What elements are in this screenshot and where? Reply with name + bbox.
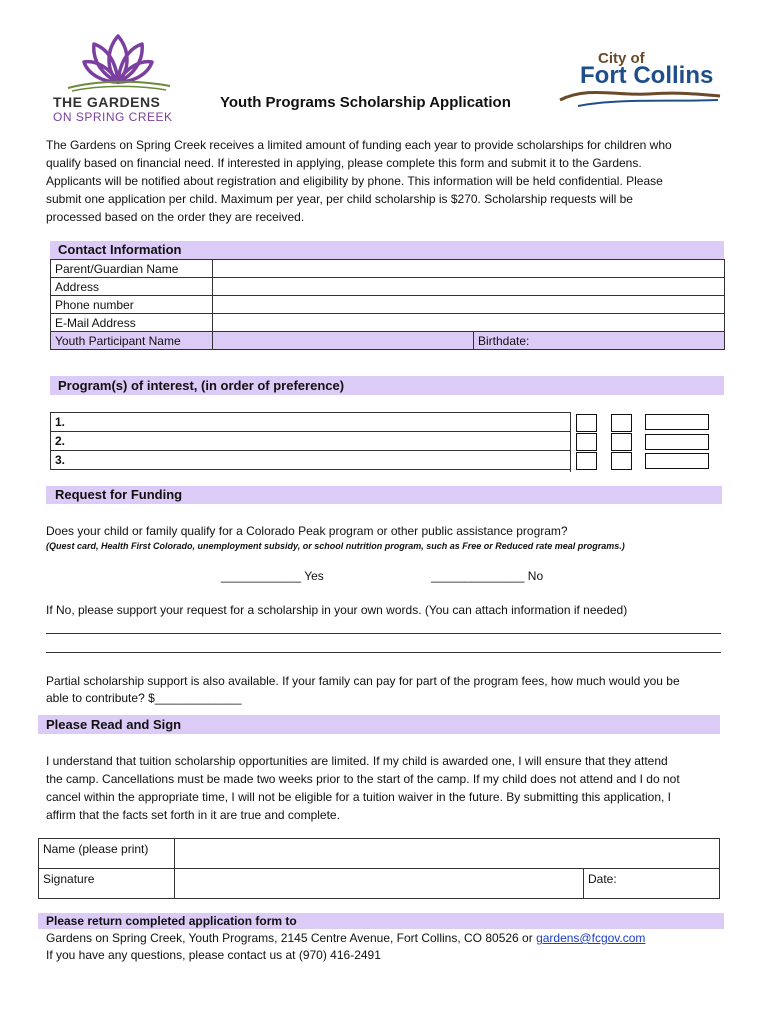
intro-line: Applicants will be notified about registration and eligibility by phone. This information will be held confidential. Please bbox=[46, 174, 663, 188]
youth-name-field[interactable] bbox=[213, 332, 474, 350]
contact-label: Address bbox=[51, 278, 213, 296]
program-1-session-box[interactable] bbox=[645, 414, 709, 430]
sign-header-bar bbox=[38, 715, 720, 734]
signature-label: Signature bbox=[39, 869, 175, 899]
return-header-bar bbox=[38, 913, 724, 929]
birthdate-field[interactable]: Birthdate: bbox=[474, 332, 725, 350]
fort-collins-logo bbox=[558, 50, 723, 110]
page-title: Youth Programs Scholarship Application bbox=[220, 94, 511, 111]
intro-line: processed based on the order they are received. bbox=[46, 210, 305, 224]
answer-line-2[interactable] bbox=[46, 652, 721, 653]
intro-paragraph bbox=[46, 136, 672, 226]
partial-text bbox=[46, 673, 680, 707]
program-item-3[interactable]: 3. bbox=[51, 451, 718, 470]
program-1-checkbox-b[interactable] bbox=[611, 414, 632, 432]
yes-option[interactable] bbox=[221, 569, 324, 583]
program-2-checkbox-b[interactable] bbox=[611, 433, 632, 451]
date-field[interactable]: Date: bbox=[584, 869, 720, 899]
program-1-checkbox-a[interactable] bbox=[576, 414, 597, 432]
gardens-logo bbox=[48, 30, 188, 125]
name-print-field[interactable] bbox=[175, 839, 720, 869]
table-row bbox=[51, 296, 725, 314]
yes-blank: ____________ bbox=[221, 569, 302, 583]
contact-label: Phone number bbox=[51, 296, 213, 314]
logo-left-line2: ON SPRING CREEK bbox=[53, 110, 173, 124]
answer-line-1[interactable] bbox=[46, 633, 721, 634]
table-row bbox=[51, 260, 725, 278]
logo-left-line1: THE GARDENS bbox=[53, 94, 161, 110]
name-label: Name (please print) bbox=[39, 839, 175, 869]
sign-line: affirm that the facts set forth in it are true and complete. bbox=[46, 808, 340, 822]
program-3-checkbox-b[interactable] bbox=[611, 452, 632, 470]
address-field[interactable] bbox=[213, 278, 725, 296]
contact-label: Youth Participant Name bbox=[51, 332, 213, 350]
lotus-flower-icon bbox=[48, 30, 188, 92]
intro-line: The Gardens on Spring Creek receives a limited amount of funding each year to provide scholarships for children who bbox=[46, 138, 672, 152]
table-row bbox=[51, 314, 725, 332]
funding-header: Request for Funding bbox=[55, 487, 183, 502]
return-header: Please return completed application form to bbox=[46, 914, 297, 928]
sign-line: the camp. Cancellations must be made two weeks prior to the start of the camp. If my child does not attend and I do not bbox=[46, 772, 680, 786]
landscape-swoosh-icon bbox=[558, 50, 723, 110]
sign-paragraph bbox=[46, 752, 680, 824]
table-row bbox=[51, 332, 725, 350]
program-2-session-box[interactable] bbox=[645, 434, 709, 450]
funding-header-bar bbox=[46, 486, 722, 504]
parent-name-field[interactable] bbox=[213, 260, 725, 278]
signature-field[interactable] bbox=[175, 869, 584, 899]
contact-label: E-Mail Address bbox=[51, 314, 213, 332]
contact-header: Contact Information bbox=[58, 242, 182, 257]
return-address bbox=[46, 931, 645, 945]
table-row bbox=[39, 869, 720, 899]
email-link[interactable]: gardens@fcgov.com bbox=[536, 931, 646, 945]
email-field[interactable] bbox=[213, 314, 725, 332]
phone-field[interactable] bbox=[213, 296, 725, 314]
contact-label: Parent/Guardian Name bbox=[51, 260, 213, 278]
no-label: No bbox=[527, 569, 544, 583]
contact-table bbox=[50, 259, 725, 350]
no-option[interactable] bbox=[431, 569, 543, 583]
contact-phone-text: If you have any questions, please contact us at (970) 416-2491 bbox=[46, 948, 381, 962]
program-3-session-box[interactable] bbox=[645, 453, 709, 469]
sign-line: cancel within the appropriate time, I will not be eligible for a tuition waiver in the future. By submitting this application, I bbox=[46, 790, 671, 804]
if-no-text: If No, please support your request for a scholarship in your own words. (You can attach information if needed) bbox=[46, 603, 628, 617]
return-address-text: Gardens on Spring Creek, Youth Programs, 2145 Centre Avenue, Fort Collins, CO 80526 or bbox=[46, 931, 537, 945]
program-item-2[interactable]: 2. bbox=[51, 432, 718, 451]
no-blank: ______________ bbox=[431, 569, 525, 583]
yes-label: Yes bbox=[304, 569, 324, 583]
program-2-checkbox-a[interactable] bbox=[576, 433, 597, 451]
logo-right-line2: Fort Collins bbox=[580, 62, 714, 89]
contact-header-bar bbox=[50, 241, 724, 259]
funding-question: Does your child or family qualify for a Colorado Peak program or other public assistance program? bbox=[46, 524, 568, 538]
table-row bbox=[51, 278, 725, 296]
programs-header-bar bbox=[50, 376, 724, 395]
programs-header: Program(s) of interest, (in order of preference) bbox=[58, 378, 345, 393]
program-3-checkbox-a[interactable] bbox=[576, 452, 597, 470]
partial-line-2[interactable]: able to contribute? $_____________ bbox=[46, 691, 242, 705]
signature-table bbox=[38, 838, 720, 899]
partial-line-1: Partial scholarship support is also available. If your family can pay for part of the program fees, how much would you be bbox=[46, 674, 680, 688]
program-item-1[interactable]: 1. bbox=[51, 413, 718, 432]
sign-header: Please Read and Sign bbox=[46, 717, 182, 732]
intro-line: submit one application per child. Maximum per year, per child scholarship is $270. Scholarship requests will be bbox=[46, 192, 633, 206]
table-row bbox=[39, 839, 720, 869]
funding-note: (Quest card, Health First Colorado, unemployment subsidy, or school nutrition program, such as Free or Reduced rate meal programs.) bbox=[46, 541, 625, 551]
intro-line: qualify based on financial need. If interested in applying, please complete this form and submit it to the Gardens. bbox=[46, 156, 642, 170]
sign-line: I understand that tuition scholarship opportunities are limited. If my child is awarded one, I will ensure that they attend bbox=[46, 754, 668, 768]
logo-right-line1: City of bbox=[598, 50, 645, 67]
